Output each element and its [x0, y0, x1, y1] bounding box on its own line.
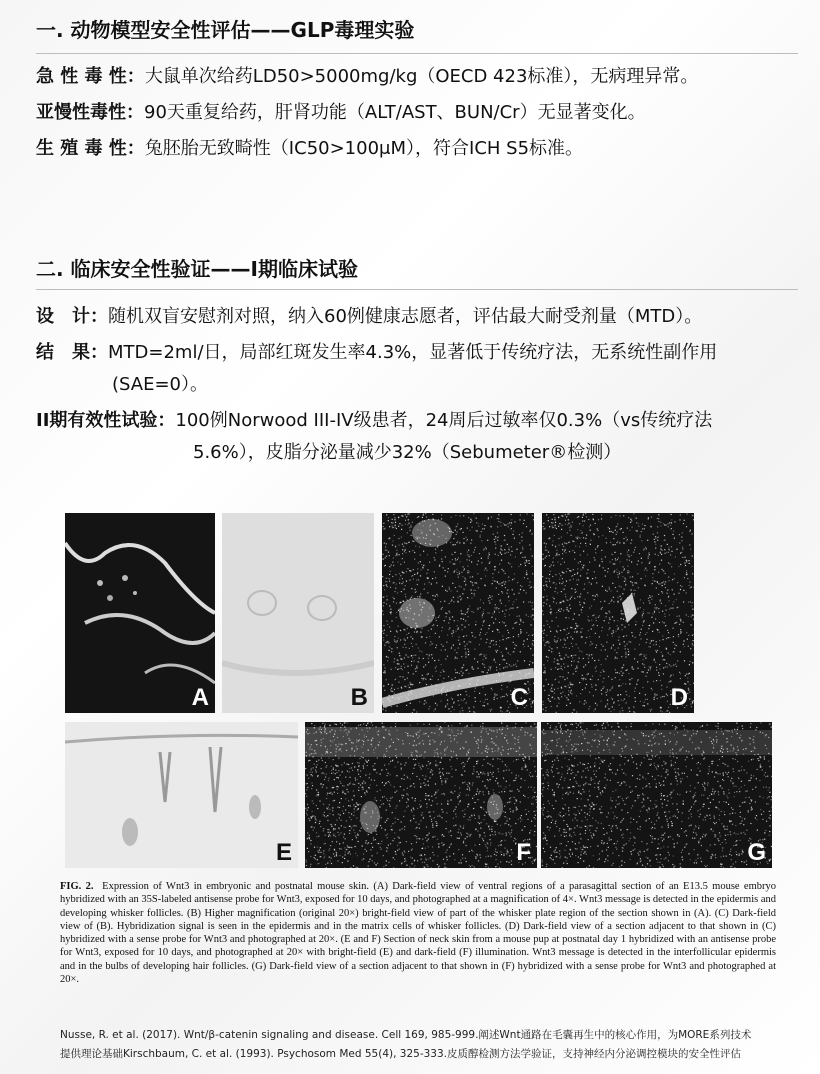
- result-continuation: (SAE=0）。: [112, 374, 209, 395]
- section1-divider: [36, 53, 798, 54]
- phase2-label: II期有效性试验：: [36, 410, 176, 431]
- figure-panel-c: [382, 513, 534, 713]
- reproductive-toxicity-row: [36, 134, 583, 164]
- figure-panel-e: [65, 722, 298, 868]
- panel-b-image: [222, 513, 374, 713]
- section2-divider: [36, 289, 798, 290]
- design-label: 设 计：: [36, 306, 108, 327]
- figure-panel-f: [305, 722, 537, 868]
- panel-e-label: E: [275, 839, 292, 866]
- panel-c-image: [382, 513, 534, 713]
- result-row: [36, 338, 717, 368]
- acute-toxicity-row: [36, 62, 698, 92]
- acute-toxicity-value: 大鼠单次给药LD50>5000mg/kg（OECD 423标准），无病理异常。: [144, 66, 699, 87]
- subchronic-toxicity-value: 90天重复给药，肝肾功能（ALT/AST、BUN/Cr）无显著变化。: [144, 102, 646, 123]
- figure-caption: [60, 880, 776, 986]
- design-value: 随机双盲安慰剂对照，纳入60例健康志愿者，评估最大耐受剂量（MTD）。: [108, 306, 703, 327]
- caption-text: Expression of Wnt3 in embryonic and postnatal mouse skin. (A) Dark-field view of ventral regions of a parasagittal section of an E13.5 mouse embryo hybridized with an 35S-labeled antisense probe for Wnt3, exposed for 10 days, and photographed at a magnification of 4×. Wnt3 message is detected in the epidermis and developing whisker follicles. (B) Higher magnification (original 20×) bright-field view of part of the whisker plate region of the section shown in (A). (C) Dark-field view of (B). Hybridization signal is seen in the epidermis and in the matrix cells of whisker follicles. (D) Dark-field view of a section adjacent to that shown in (C) hybridized with a sense probe for Wnt3 and photographed at 20×. (E and F) Section of neck skin from a mouse pup at postnatal day 1 hybridized with an antisense probe for Wnt3, exposed for 10 days, and photographed at 20× with bright-field (E) and dark-field (F) illumination. Wnt3 message is detected in the interfollicular epidermis and in the bulbs of developing hair follicles. (G) Dark-field view of a section adjacent to that shown in (F) hybridized with a sense probe for Wnt3 and photographed at 20×.: [60, 881, 776, 986]
- figure-panel-a: [65, 513, 215, 713]
- panel-f-image: [305, 722, 537, 868]
- result-value: MTD=2ml/日，局部红斑发生率4.3%，显著低于传统疗法，无系统性副作用: [108, 342, 718, 363]
- panel-a-image: [65, 513, 215, 713]
- phase2-value: 100例Norwood III-IV级患者，24周后过敏率仅0.3%（vs传统疗法: [175, 410, 713, 431]
- panel-d-image: [542, 513, 694, 713]
- subchronic-toxicity-row: [36, 98, 646, 128]
- section1-title: 一. 动物模型安全性评估——GLP毒理实验: [36, 18, 415, 42]
- design-row: [36, 302, 702, 332]
- panel-f-label: F: [516, 839, 531, 866]
- reproductive-toxicity-label: 生 殖 毒 性：: [36, 138, 145, 159]
- references: [60, 1026, 800, 1064]
- subchronic-toxicity-label: 亚慢性毒性：: [36, 102, 144, 123]
- reproductive-toxicity-value: 兔胚胎无致畸性（IC50>100μM），符合ICH S5标准。: [144, 138, 584, 159]
- caption-figure-number: FIG. 2.: [60, 881, 94, 892]
- figure-panel-d: [542, 513, 694, 713]
- panel-a-label: A: [191, 684, 209, 711]
- section2-title: 二. 临床安全性验证——I期临床试验: [36, 257, 359, 281]
- panel-e-image: [65, 722, 298, 868]
- panel-b-label: B: [350, 684, 368, 711]
- phase2-continuation: 5.6%），皮脂分泌量减少32%（Sebumeter®检测）: [193, 442, 622, 463]
- figure-panel-b: [222, 513, 374, 713]
- reference-line-2: 提供理论基础Kirschbaum, C. et al. (1993). Psychosom Med 55(4), 325-333.皮质醇检测方法学验证，支持神经内分泌调控模块的安全性评估: [60, 1048, 741, 1060]
- figure-panel-g: [541, 722, 772, 868]
- acute-toxicity-label: 急 性 毒 性：: [36, 66, 145, 87]
- panel-c-label: C: [510, 684, 528, 711]
- reference-line-1: Nusse, R. et al. (2017). Wnt/β-catenin signaling and disease. Cell 169, 985-999.阐述Wnt通路在毛囊再生中的核心作用，为MORE系列技术: [60, 1029, 752, 1041]
- phase2-row: [36, 406, 712, 436]
- result-label: 结 果：: [36, 342, 108, 363]
- panel-g-label: G: [747, 839, 766, 866]
- panel-g-image: [541, 722, 772, 868]
- panel-d-label: D: [670, 684, 688, 711]
